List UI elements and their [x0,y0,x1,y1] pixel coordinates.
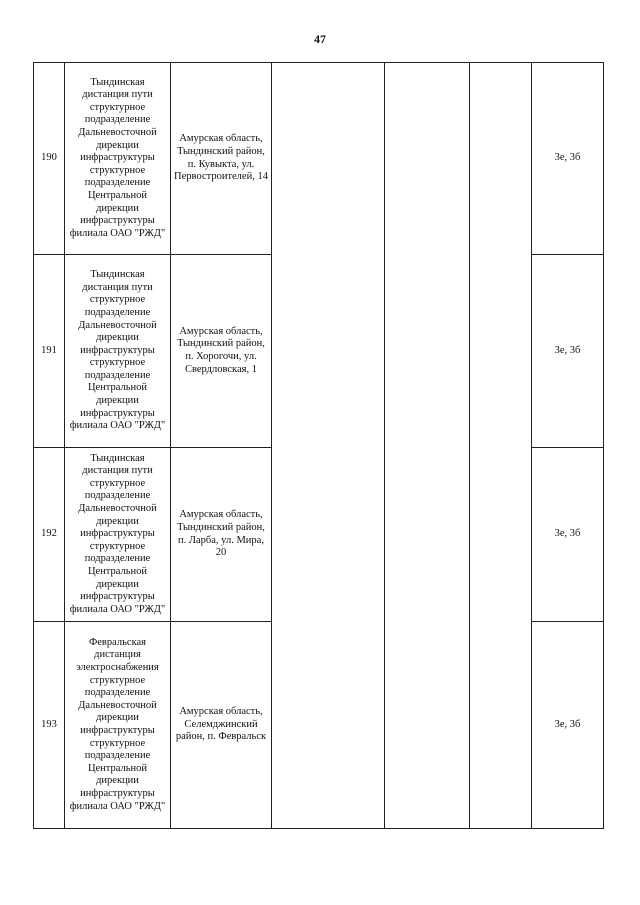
code-cell: 3е, 3б [532,255,604,448]
registry-table [33,62,604,829]
organization-cell: Тындинская дистанция пути структурное подразделение Дальневосточной дирекции инфраструктуры структурное подразделение Центральной дирекции инфраструктуры филиала ОАО "РЖД" [65,255,171,448]
table-row [34,63,604,255]
row-number: 191 [34,255,65,448]
address-cell: Амурская область, Тындинский район, п. Кувыкта, ул. Первостроителей, 14 [171,63,272,255]
row-number: 190 [34,63,65,255]
organization-cell: Февральская дистанция электроснабжения структурное подразделение Дальневосточной дирекции инфраструктуры структурное подразделение Центральной дирекции инфраструктуры филиала ОАО "РЖД" [65,622,171,829]
empty-cell [470,63,532,829]
code-cell: 3е, 3б [532,63,604,255]
row-number: 193 [34,622,65,829]
address-cell: Амурская область, Тындинский район, п. Хорогочи, ул. Свердловская, 1 [171,255,272,448]
page-number: 47 [314,32,326,46]
empty-cell [385,63,470,829]
organization-cell: Тындинская дистанция пути структурное подразделение Дальневосточной дирекции инфраструктуры структурное подразделение Центральной дирекции инфраструктуры филиала ОАО "РЖД" [65,63,171,255]
row-number: 192 [34,448,65,622]
organization-cell: Тындинская дистанция пути структурное подразделение Дальневосточной дирекции инфраструктуры структурное подразделение Центральной дирекции инфраструктуры филиала ОАО "РЖД" [65,448,171,622]
code-cell: 3е, 3б [532,448,604,622]
empty-cell [272,63,385,829]
code-cell: 3е, 3б [532,622,604,829]
address-cell: Амурская область, Тындинский район, п. Ларба, ул. Мира, 20 [171,448,272,622]
address-cell: Амурская область, Селемджинский район, п. Февральск [171,622,272,829]
